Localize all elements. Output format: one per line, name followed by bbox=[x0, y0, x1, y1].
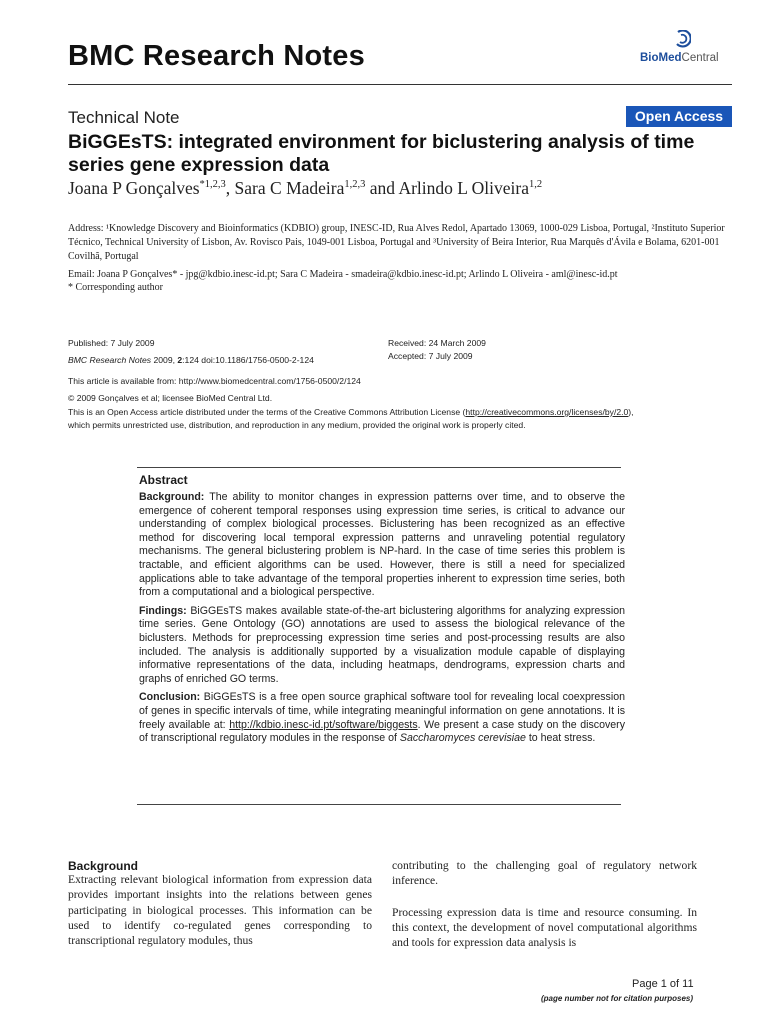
author-address: Address: ¹Knowledge Discovery and Bioinformatics (KDBIO) group, INESC-ID, Rua Alves Redol, Apartado 13069, 1000-029 Lisboa, Portugal, ²Instituto Superior Técnico, Technical University of Lisbon, Av. Rovisco Pais, 1049-001 Lisboa, Portugal and ³University of Beira Interior, Rua Marquês d'Ávila e Bolama, 6201-001 Covilhã, Portugal bbox=[68, 223, 725, 262]
license-notice: This is an Open Access article distributed under the terms of the Creative Commons Attribution License (http://creativecommons.org/licenses/by/2.0), bbox=[68, 407, 634, 417]
open-access-badge: Open Access bbox=[626, 106, 732, 127]
license-link[interactable]: http://creativecommons.org/licenses/by/2.0 bbox=[465, 407, 629, 417]
body-right-column bbox=[392, 858, 697, 966]
abstract-heading: Abstract bbox=[139, 473, 188, 487]
paper-title: BiGGEsTS: integrated environment for biclustering analysis of time series gene expression data bbox=[68, 131, 695, 176]
software-link[interactable]: http://kdbio.inesc-id.pt/software/biggests bbox=[229, 718, 418, 731]
copyright-notice: © 2009 Gonçalves et al; licensee BioMed Central Ltd. bbox=[68, 393, 273, 403]
author-emails: Email: Joana P Gonçalves* - jpg@kdbio.inesc-id.pt; Sara C Madeira - smadeira@kdbio.inesc-id.pt; Arlindo L Oliveira - aml@inesc-id.pt bbox=[68, 269, 618, 280]
abstract-top-rule bbox=[137, 467, 621, 468]
accepted-date: Accepted: 7 July 2009 bbox=[388, 351, 473, 361]
author-name[interactable]: Sara C Madeira bbox=[234, 178, 345, 198]
page-number-note: (page number not for citation purposes) bbox=[541, 994, 694, 1003]
biomed-central-logo bbox=[640, 30, 740, 70]
abstract-bottom-rule bbox=[137, 804, 621, 805]
article-url[interactable]: This article is available from: http://www.biomedcentral.com/1756-0500/2/124 bbox=[68, 376, 361, 386]
author-name[interactable]: Arlindo L Oliveira bbox=[398, 178, 530, 198]
published-date: Published: 7 July 2009 bbox=[68, 338, 155, 348]
article-type: Technical Note bbox=[68, 108, 180, 127]
author-name[interactable]: Joana P Gonçalves bbox=[68, 178, 200, 198]
body-paragraph: Processing expression data is time and resource consuming. In this context, the development of novel computational algorithms and tools for expression data analysis is bbox=[392, 905, 697, 950]
biomed-arc-icon bbox=[675, 30, 691, 48]
header-divider bbox=[68, 84, 732, 85]
body-left-column: Extracting relevant biological information from expression data provides important insights into the relations between genes participating in biological processes. This information can be used to identify co-regulated genes corresponding to transcriptional regulatory modules, thus bbox=[68, 873, 372, 948]
abstract-conclusion: Conclusion: BiGGEsTS is a free open source graphical software tool for revealing local coexpression of genes in specific intervals of time, while integrating meaningful information on gene annotations. It is freely available at: http://kdbio.inesc-id.pt/software/biggests. We present a case study on the discovery of transcriptional regulatory modules in the response of Saccharomyces cerevisiae to heat stress. bbox=[139, 691, 625, 745]
author-list: Joana P Gonçalves$^{*1,2,3}$, Sara C Madeira$^{1,2,3}$ and Arlindo L Oliveira$^{1,2}$ bbox=[68, 178, 543, 198]
corresponding-author-note: * Corresponding author bbox=[68, 282, 163, 293]
citation: BMC Research Notes 2009, 2:124 doi:10.1186/1756-0500-2-124 bbox=[68, 355, 314, 365]
license-notice-continued: which permits unrestricted use, distribution, and reproduction in any medium, provided the original work is properly cited. bbox=[68, 420, 526, 430]
abstract-background: Background: The ability to monitor changes in expression patterns over time, and to observe the emergence of coherent temporal responses using expression time series, is critical to advance our understanding of complex biological processes. Biclustering has been recognized as an effective method for discovering local temporal expression patterns and unraveling potential regulatory mechanisms. The general biclustering problem is NP-hard. In the case of time series this problem is tractable, and efficient algorithms can be used. However, there is still a need for specialized applications able to take advantage of the temporal properties inherent to expression time series, both from a computational and a biological perspective. bbox=[139, 491, 625, 599]
abstract-body bbox=[139, 491, 625, 751]
section-heading-background: Background bbox=[68, 859, 139, 873]
biomed-wordmark: BioMedCentral bbox=[640, 52, 719, 64]
received-date: Received: 24 March 2009 bbox=[388, 338, 486, 348]
page-number: Page 1 of 11 bbox=[632, 978, 694, 990]
journal-title: BMC Research Notes bbox=[68, 40, 365, 72]
body-paragraph: contributing to the challenging goal of regulatory network inference. bbox=[392, 859, 697, 888]
abstract-findings: Findings: BiGGEsTS makes available state-of-the-art biclustering algorithms for analyzing expression time series. Gene Ontology (GO) annotations are used to assess the biological relevance of the biclusters. Methods for preprocessing expression time series and post-processing results are also included. The analysis is additionally supported by a visualization module capable of displaying informative representations of the data, including heatmaps, dendrograms, expression charts and graphs of enriched GO terms. bbox=[139, 604, 625, 685]
